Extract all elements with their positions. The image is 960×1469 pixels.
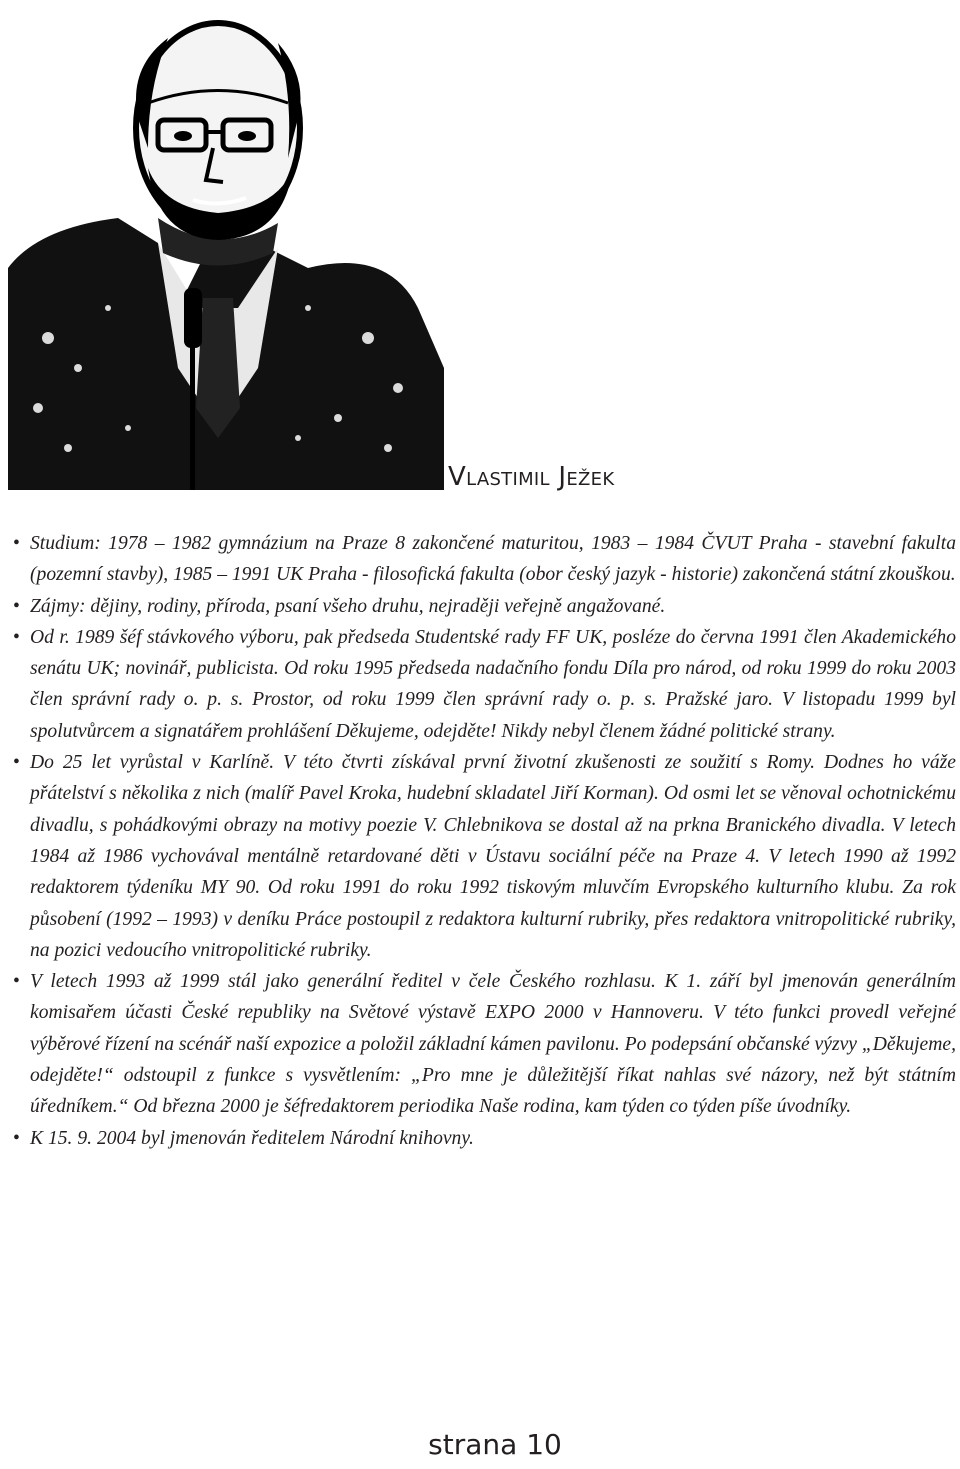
bio-item-text: Studium: 1978 – 1982 gymnázium na Praze 8 zakončené maturitou, 1983 – 1984 ČVUT Praha - stavební fakulta (pozemní stavby), 1985 – 1991 UK Praha - filosofická fakulta (obor český jazyk - historie) zakončená státní zkouškou.: [30, 533, 956, 586]
bullet-icon: •: [13, 533, 20, 554]
biography-list: [12, 528, 956, 1154]
list-item: [12, 528, 956, 591]
bio-item-text: Zájmy: dějiny, rodiny, příroda, psaní všeho druhu, nejraději veřejně angažované.: [30, 595, 666, 617]
bullet-icon: •: [13, 1127, 20, 1149]
bullet-icon: •: [13, 971, 20, 993]
portrait-photo: [8, 8, 444, 490]
list-item: [12, 591, 956, 622]
bio-item-text: V letech 1993 až 1999 stál jako generální ředitel v čele Českého rozhlasu. K 1. září byl jmenován generálním komisařem účasti České republiky na Světové výstavě EXPO 2000 v Hannoveru. V této funkci provedl veřejné výběrové řízení na scénář naší expozice a položil základní kámen pavilonu. Po podepsání občanské výzvy „Děkujeme, odejděte!“ odstoupil z funkce s vysvětlením: „Pro mne je důležitější říkat nahlas své názory, než být státním úředníkem.“ Od března 2000 je šéfredaktorem periodika Naše rodina, kam týden co týden píše úvodníky.: [30, 971, 956, 1118]
bullet-icon: •: [13, 752, 20, 774]
list-item: [12, 622, 956, 747]
portrait-photo-icon: [8, 8, 444, 490]
bullet-icon: •: [13, 626, 20, 648]
bio-item-text: Od r. 1989 šéf stávkového výboru, pak předseda Studentské rady FF UK, posléze do června 1991 člen Akademického senátu UK; novinář, publicista. Od roku 1995 předseda nadačního fondu Díla pro národ, od roku 1999 do roku 2003 člen správní rady o. p. s. Prostor, od roku 1999 člen správní rady o. p. s. Pražské jaro. V listopadu 1999 byl spolutvůrcem a signatářem prohlášení Děkujeme, odejděte! Nikdy nebyl členem žádné politické strany.: [30, 626, 956, 742]
person-name: Vlastimil Ježek: [448, 462, 615, 492]
list-item: [12, 966, 956, 1122]
bullet-icon: •: [13, 595, 20, 617]
page-number: strana 10: [428, 1428, 562, 1461]
bio-item-text: Do 25 let vyrůstal v Karlíně. V této čtvrti získával první životní zkušenosti ze soužití s Romy. Dodnes ho váže přátelství s několika z nich (malíř Pavel Kroka, hudební skladatel Jiří Korman). Od osmi let se věnoval ochotnickému divadlu, s pohádkovými obrazy na motivy poezie V. Chlebnikova se dostal až na prkna Branického divadla. V letech 1984 až 1986 vychovával mentálně retardované děti v Ústavu sociální péče na Praze 4. V letech 1990 až 1992 redaktorem týdeníku MY 90. Od roku 1991 do roku 1992 tiskovým mluvčím Evropského kulturního klubu. Za rok působení (1992 – 1993) v deníku Práce postoupil z redaktora kulturní rubriky, přes redaktora vnitropolitické rubriky, na pozici vedoucího vnitropolitické rubriky.: [30, 752, 956, 961]
list-item: [12, 747, 956, 966]
bio-item-text: K 15. 9. 2004 byl jmenován ředitelem Národní knihovny.: [30, 1127, 474, 1149]
list-item: [12, 1123, 956, 1154]
